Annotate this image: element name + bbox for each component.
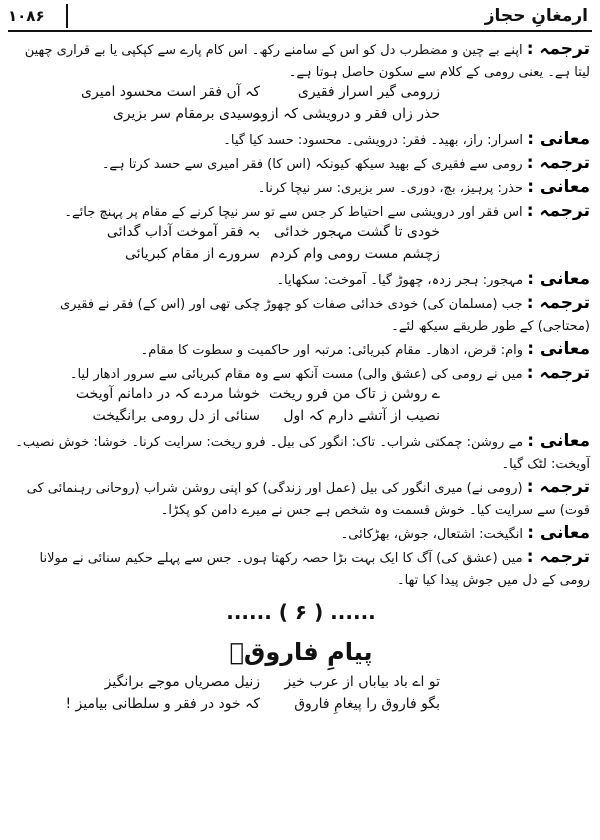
maani-entry (12, 430, 590, 476)
section-marker: ...... ( ۶ ) ...... (226, 600, 376, 624)
running-title: ارمغانِ حجاز (484, 6, 588, 26)
tarjuma-label: ترجمہ : (526, 477, 590, 497)
tarjuma-entry (12, 152, 590, 176)
tarjuma-text: رومی سے فقیری کے بھید سیکھ کیونکہ (اس کا) فقر امیری سے حسد کرتا ہے۔ (101, 157, 523, 172)
tarjuma-text: جب (مسلمان کی) خودی خدائی صفات کو چھوڑ چکی تھی اور (اس کے) فقر نے فقیری (محتاجی) کے طور طریقے سیکھ لئے۔ (59, 297, 590, 334)
tarjuma-entry (12, 546, 590, 592)
tarjuma-label: ترجمہ : (526, 293, 590, 313)
verse-line (12, 224, 590, 246)
maani-text: مہجور: ہجر زدہ، چھوڑ گیا۔ آموخت: سکھایا۔ (276, 273, 524, 288)
maani-entry (12, 338, 590, 362)
poem-title: پیامِ فاروقؓ (229, 638, 373, 666)
poem-hemistich-right: تو اے باد بیاباں از عرب خیز (284, 674, 440, 690)
maani-label: معانی : (527, 339, 590, 359)
maani-text: حذر: پرہیز، بچ، دوری۔ سر بزیری: سر نیچا کرنا۔ (257, 181, 524, 196)
verse-hemistich-right: زچشم مست رومی وام کردم (269, 246, 440, 262)
maani-entry (12, 522, 590, 546)
verse-hemistich-left: بہ فقر آموخت آداب گدائی (106, 224, 260, 240)
verse-hemistich-right: حذر زاں فقر و درویشی کہ ازوے (253, 106, 440, 122)
maani-text: مے روشن: چمکتی شراب۔ تاک: انگور کی بیل۔ فرو ریخت: سرایت کرنا۔ خوشا: خوش نصیب۔ آویخت: لٹک گیا۔ (15, 435, 590, 472)
poem-hemistich-left: زنیل مصریاں موجے برانگیز (104, 674, 260, 690)
tarjuma-label: ترجمہ : (526, 153, 590, 173)
verse-hemistich-right: زرومی گیر اسرار فقیری (297, 84, 440, 100)
verse-hemistich-right: نصیب از آتشے دارم کہ اول (283, 408, 440, 424)
verse-hemistich-left: رسیدی برمقام سر بزیری (112, 106, 260, 122)
maani-label: معانی : (527, 523, 590, 543)
maani-label: معانی : (527, 177, 590, 197)
poem-verse-line (12, 674, 590, 696)
verse-line (12, 84, 590, 106)
maani-text: انگیخت: اشتعال، جوش، بھڑکائی۔ (340, 527, 524, 542)
page-number: ۱۰۸۶ (8, 4, 68, 28)
verse-line (12, 246, 590, 268)
tarjuma-label: ترجمہ : (526, 363, 590, 383)
tarjuma-entry (12, 38, 590, 84)
tarjuma-label: ترجمہ : (526, 39, 590, 59)
verse-hemistich-left: سرورے از مقام کبریائی (124, 246, 260, 262)
poem-hemistich-left: کہ خود در فقر و سلطانی بیامیز ! (65, 696, 260, 712)
maani-text: اسرار: راز، بھید۔ فقر: درویشی۔ محسود: حسد کیا گیا۔ (223, 133, 524, 148)
page-body (12, 38, 590, 718)
maani-label: معانی : (527, 269, 590, 289)
verse-line (12, 106, 590, 128)
tarjuma-entry (12, 362, 590, 386)
maani-entry (12, 176, 590, 200)
maani-label: معانی : (527, 129, 590, 149)
tarjuma-text: میں نے رومی کی (عشق والی) مست آنکھ سے وہ مقام کبریائی سے سرور ادھار لیا۔ (69, 367, 523, 382)
tarjuma-text: (رومی نے) میری انگور کی بیل (عمل اور زندگی) کو اپنی روشن شراب (روحانی رہنمائی کی قوت) سے سرایت کیا۔ خوش قسمت وہ شخص ہے جس نے میرے دامن کو پکڑا۔ (26, 481, 590, 518)
verse-hemistich-left: کہ آں فقر است محسود امیری (81, 84, 260, 100)
tarjuma-text: اس فقر اور درویشی سے احتیاط کر جس سے تو سر نیچا کرنے کے مقام پر پہنچ جائے۔ (64, 205, 523, 220)
tarjuma-label: ترجمہ : (526, 201, 590, 221)
tarjuma-entry (12, 200, 590, 224)
tarjuma-text: میں (عشق کی) آگ کا ایک بہت بڑا حصہ رکھتا ہوں۔ جس سے پہلے حکیم سنائی نے مولانا رومی کے دل میں جوش پیدا کیا تھا۔ (39, 551, 590, 588)
poem-hemistich-right: بگو فاروق را پیغامِ فاروق (294, 696, 440, 712)
maani-label: معانی : (527, 431, 590, 451)
poem-verse-line (12, 696, 590, 718)
verse-hemistich-right: خودی تا گشت مہجور خدائی (273, 224, 440, 240)
tarjuma-entry (12, 292, 590, 338)
tarjuma-label: ترجمہ : (526, 547, 590, 567)
verse-hemistich-left: خوشا مردے کہ در دامانم آویخت (75, 386, 260, 402)
maani-entry (12, 268, 590, 292)
maani-entry (12, 128, 590, 152)
verse-hemistich-left: سنائی از دل رومی برانگیخت (92, 408, 260, 424)
page-header (8, 4, 592, 32)
tarjuma-entry (12, 476, 590, 522)
verse-hemistich-right: ے روشن ز تاک من فرو ریخت (268, 386, 440, 402)
verse-line (12, 386, 590, 408)
tarjuma-text: اپنے بے چین و مضطرب دل کو اس کے سامنے رکھ۔ اس کام پارے سے کپکپی یا بے قراری چھین لیتا ہے۔ یعنی رومی کے کلام سے سکون حاصل ہوتا ہے۔ (24, 43, 590, 80)
verse-line (12, 408, 590, 430)
maani-text: وام: قرض، ادھار۔ مقام کبریائی: مرتبہ اور حاکمیت و سطوت کا مقام۔ (140, 343, 524, 358)
